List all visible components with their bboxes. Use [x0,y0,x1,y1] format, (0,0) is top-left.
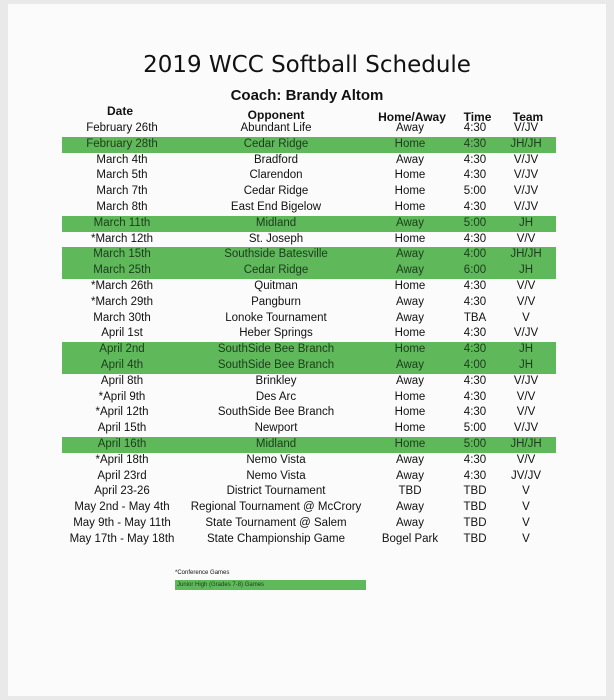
table-row [0,532,614,548]
cell-date: May 9th - May 11th [73,516,171,529]
cell-team: V/JV [513,169,539,182]
cell-team: V [522,501,530,514]
header-date: Date [106,104,133,118]
cell-opponent: St. Joseph [248,232,304,245]
table-row [0,374,614,390]
cell-opponent: Clarendon [249,169,303,182]
cell-home-away: Away [396,264,424,277]
cell-date: February 28th [86,137,158,150]
cell-team: V/V [516,390,536,403]
table-row [0,168,614,184]
cell-team: JV/JV [510,469,542,482]
cell-team: JH [518,358,534,371]
cell-team: JH [518,216,534,229]
cell-opponent: Cedar Ridge [243,185,309,198]
cell-team: JH/JH [510,437,542,450]
cell-date: *April 18th [95,453,149,466]
cell-time: 4:30 [463,137,487,150]
cell-team: V [522,532,530,545]
cell-team: V/V [516,406,536,419]
table-row [0,342,614,358]
cell-team: V/JV [513,122,539,134]
table-row [0,121,614,137]
cell-time: 4:30 [463,295,487,308]
cell-opponent: Regional Tournament @ McCrory [190,501,362,514]
table-row [0,311,614,327]
table-row [0,358,614,374]
cell-home-away: Home [394,137,426,150]
cell-time: 4:30 [463,200,487,213]
table-row [0,516,614,532]
cell-home-away: TBD [398,485,422,498]
cell-time: 5:00 [463,216,487,229]
cell-opponent: SouthSide Bee Branch [217,358,335,371]
cell-time: TBD [463,516,487,529]
cell-date: April 1st [101,327,143,340]
table-row [0,453,614,469]
cell-time: TBA [463,311,487,324]
table-row [0,390,614,406]
cell-date: March 7th [96,185,148,198]
cell-time: 4:30 [463,469,487,482]
cell-time: 5:00 [463,437,487,450]
cell-time: 4:30 [463,327,487,340]
cell-date: *March 12th [90,232,153,245]
cell-team: V/JV [513,200,539,213]
table-row [0,247,614,263]
cell-home-away: Away [396,122,424,134]
cell-date: *April 12th [95,406,149,419]
cell-date: April 23rd [97,469,147,482]
cell-opponent: Pangburn [251,295,301,308]
cell-time: TBD [463,485,487,498]
cell-team: JH [518,343,534,356]
cell-date: *April 9th [98,390,146,403]
cell-time: 4:30 [463,453,487,466]
cell-opponent: Brinkley [255,374,297,387]
cell-home-away: Home [394,437,426,450]
cell-opponent: Midland [255,216,297,229]
cell-opponent: Cedar Ridge [243,264,309,277]
cell-time: 4:30 [463,169,487,182]
coach-name: Coach: Brandy Altom [230,87,384,104]
cell-date: March 25th [93,264,151,277]
table-row [0,279,614,295]
cell-home-away: Away [396,501,424,514]
cell-team: V [522,311,530,324]
cell-opponent: Midland [255,437,297,450]
cell-time: 4:00 [463,358,487,371]
cell-team: V/JV [513,153,539,166]
cell-opponent: Bradford [253,153,299,166]
table-row [0,484,614,500]
schedule-table [0,121,614,548]
page-title: 2019 WCC Softball Schedule [143,52,471,78]
cell-team: JH [518,264,534,277]
cell-date: April 2nd [99,343,145,356]
cell-opponent: Heber Springs [239,327,313,340]
cell-date: March 30th [93,311,151,324]
cell-time: 4:30 [463,122,487,134]
cell-time: 4:30 [463,406,487,419]
cell-opponent: Abundant Life [240,122,312,134]
cell-opponent: Southside Batesville [224,248,328,261]
table-row [0,263,614,279]
cell-opponent: District Tournament [226,485,326,498]
cell-opponent: Des Arc [255,390,297,403]
cell-opponent: SouthSide Bee Branch [217,343,335,356]
cell-date: March 4th [96,153,148,166]
cell-team: V/JV [513,327,539,340]
cell-date: February 26th [86,122,158,134]
cell-date: March 8th [96,200,148,213]
header-opponent: Opponent [247,108,305,122]
header-time: Time [463,110,492,124]
cell-opponent: Nemo Vista [246,453,306,466]
cell-team: V/V [516,453,536,466]
cell-time: 4:30 [463,232,487,245]
table-row [0,200,614,216]
cell-opponent: Cedar Ridge [243,137,309,150]
cell-date: March 5th [96,169,148,182]
legend-conference: *Conference Games [175,570,230,576]
table-row [0,437,614,453]
cell-time: 4:30 [463,374,487,387]
table-row [0,500,614,516]
table-row [0,295,614,311]
cell-home-away: Away [396,516,424,529]
cell-home-away: Away [396,153,424,166]
cell-team: V/V [516,232,536,245]
table-row [0,216,614,232]
header-team: Team [512,110,544,124]
cell-home-away: Away [396,311,424,324]
cell-time: 4:30 [463,279,487,292]
cell-time: TBD [463,501,487,514]
cell-team: V/V [516,279,536,292]
table-row [0,405,614,421]
cell-opponent: Quitman [254,279,298,292]
cell-date: April 16th [97,437,147,450]
cell-date: *March 29th [90,295,153,308]
cell-team: V/JV [513,374,539,387]
cell-home-away: Home [394,390,426,403]
cell-team: V/V [516,295,536,308]
cell-team: JH/JH [510,248,542,261]
cell-home-away: Away [396,453,424,466]
header-home-away: Home/Away [378,110,446,124]
cell-opponent: State Championship Game [206,532,346,545]
cell-home-away: Away [396,295,424,308]
table-row [0,137,614,153]
table-row [0,326,614,342]
cell-home-away: Home [394,343,426,356]
cell-date: March 11th [93,216,151,229]
cell-time: 5:00 [463,422,487,435]
cell-time: 4:30 [463,390,487,403]
cell-opponent: Lonoke Tournament [225,311,327,324]
cell-home-away: Away [396,358,424,371]
table-row [0,153,614,169]
table-row [0,184,614,200]
cell-home-away: Home [394,200,426,213]
cell-time: 5:00 [463,185,487,198]
table-row [0,232,614,248]
cell-home-away: Away [396,374,424,387]
cell-home-away: Away [396,248,424,261]
cell-date: May 2nd - May 4th [74,501,170,514]
cell-opponent: Newport [254,422,298,435]
cell-team: JH/JH [510,137,542,150]
cell-opponent: Nemo Vista [246,469,306,482]
legend-junior-high: Junior High (Grades 7-8) Games [175,580,366,590]
cell-time: 6:00 [463,264,487,277]
cell-time: 4:00 [463,248,487,261]
cell-home-away: Home [394,185,426,198]
cell-home-away: Home [394,327,426,340]
cell-home-away: Home [394,406,426,419]
cell-date: May 17th - May 18th [69,532,175,545]
cell-home-away: Bogel Park [381,532,439,545]
cell-team: V [522,485,530,498]
cell-home-away: Home [394,232,426,245]
cell-opponent: SouthSide Bee Branch [217,406,335,419]
cell-team: V/JV [513,422,539,435]
cell-date: April 8th [100,374,144,387]
cell-date: April 15th [97,422,147,435]
cell-opponent: East End Bigelow [230,200,322,213]
cell-home-away: Home [394,279,426,292]
cell-home-away: Home [394,169,426,182]
cell-date: April 4th [100,358,144,371]
cell-time: TBD [463,532,487,545]
cell-time: 4:30 [463,153,487,166]
cell-team: V/JV [513,185,539,198]
cell-time: 4:30 [463,343,487,356]
cell-team: V [522,516,530,529]
cell-date: March 15th [93,248,151,261]
cell-opponent: State Tournament @ Salem [205,516,347,529]
cell-home-away: Away [396,216,424,229]
cell-date: April 23-26 [94,485,150,498]
cell-date: *March 26th [90,279,153,292]
table-row [0,421,614,437]
table-row [0,469,614,485]
cell-home-away: Home [394,422,426,435]
cell-home-away: Away [396,469,424,482]
